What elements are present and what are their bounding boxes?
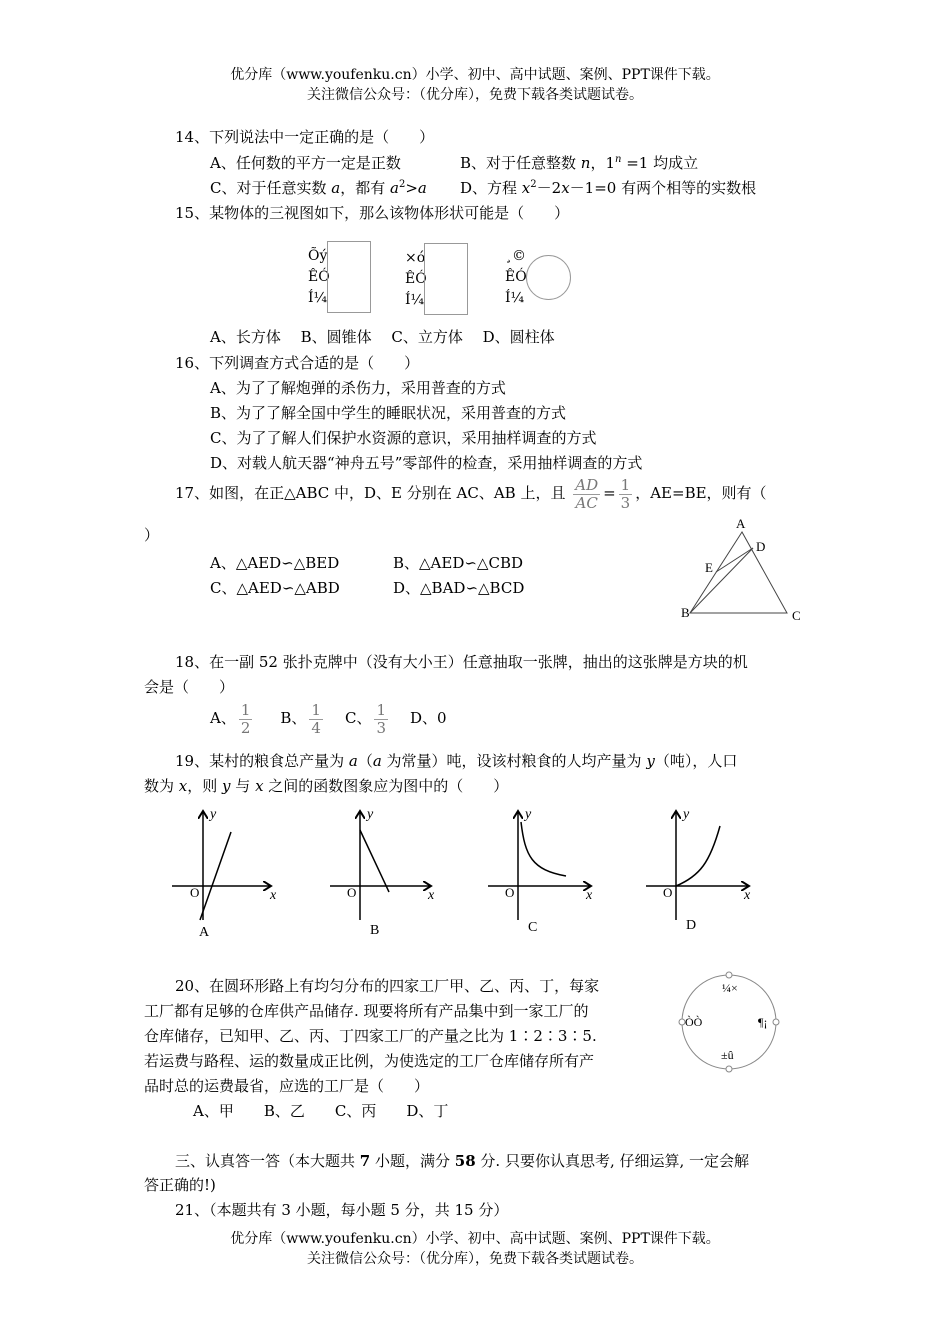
- q20-ring-top: ¼×: [722, 981, 738, 995]
- svg-text:x: x: [270, 888, 277, 903]
- q17-label-c: C: [792, 608, 801, 623]
- q14-option-a: A、任何数的平方一定是正数: [210, 154, 401, 172]
- svg-text:y: y: [683, 807, 690, 822]
- q15-side-view-label: ×ó ÊÓ Í¼: [405, 250, 427, 308]
- q16-option-a: A、为了了解炮弹的杀伤力，采用普查的方式: [210, 379, 506, 397]
- q14-option-d: D、方程 $x^2-2x-1=0$ 有两个相等的实数根: [460, 179, 757, 197]
- q20-line-4: 若运费与路程、运的数量成正比例，为使选定的工厂仓库储存所有产: [144, 1052, 595, 1070]
- q16-stem: 16、下列调查方式合适的是（ ）: [175, 354, 420, 372]
- q17-label-a: A: [736, 516, 746, 531]
- q20-line-1: 20、在圆环形路上有均匀分布的四家工厂甲、乙、丙、丁，每家: [175, 977, 600, 995]
- q17-option-b: B、△AED∽△CBD: [393, 554, 523, 572]
- svg-text:x: x: [586, 888, 593, 903]
- q14-option-c: C、对于任意实数 a，都有 $a^2>a$: [210, 179, 427, 197]
- header-line-2: 关注微信公众号：（优分库），免费下载各类试题试卷。: [307, 87, 643, 103]
- q14-option-b: B、对于任意整数 n，$1^n =1$ 均成立: [460, 154, 699, 172]
- footer-line-2: 关注微信公众号：（优分库），免费下载各类试题试卷。: [307, 1251, 643, 1267]
- section-3-heading: 三、认真答一答（本大题共 7 小题，满分 58 分. 只要你认真思考, 仔细运算, 一定会解: [175, 1152, 750, 1170]
- q18-stem-line-2: 会是（ ）: [144, 678, 235, 696]
- svg-text:y: y: [210, 807, 217, 822]
- q17-fraction-ad-ac: $\frac{AD}{AC}$: [575, 475, 599, 512]
- q16-option-c: C、为了了解人们保护水资源的意识，采用抽样调查的方式: [210, 429, 597, 447]
- q18-options: A、 $\frac{1}{2}$ B、 $\frac{1}{4}$ C、 $\frac{1}{3}$ D、0: [210, 700, 447, 737]
- q14-stem: 14、下列说法中一定正确的是（ ）: [175, 128, 435, 146]
- svg-text:O: O: [347, 885, 357, 900]
- q15-top-view-label: ¸© ÊÓ Í¼: [505, 248, 527, 306]
- q20-ring-right: ¶¡: [758, 1015, 768, 1029]
- q17-label-d: D: [756, 539, 766, 554]
- q19-label-a: A: [199, 925, 210, 940]
- q18-fraction-b: $\frac{1}{4}$: [311, 700, 321, 737]
- svg-text:O: O: [505, 885, 515, 900]
- q19-stem-line-2: 数为 x，则 y 与 x 之间的函数图象应为图中的（ ）: [144, 777, 509, 795]
- q16-option-d: D、对载人航天器“神舟五号”零部件的检查，采用抽样调查的方式: [210, 454, 643, 472]
- q17-label-e: E: [705, 560, 713, 575]
- svg-text:O: O: [663, 885, 673, 900]
- q18-fraction-a: $\frac{1}{2}$: [240, 700, 251, 737]
- q20-line-2: 工厂都有足够的仓库供产品储存. 现要将所有产品集中到一家工厂的: [144, 1002, 589, 1020]
- q19-graph-d: [646, 807, 751, 933]
- q18-stem-line-1: 18、在一副 52 张扑克牌中（没有大小王）任意抽取一张牌，抽出的这张牌是方块的机: [175, 653, 748, 671]
- section-3-heading-line-2: 答正确的!): [144, 1176, 216, 1194]
- q15-front-view-label: Õý ÊÓ Í¼: [308, 248, 330, 306]
- q20-ring-figure: [675, 970, 785, 1075]
- q17-option-d: D、△BAD∽△BCD: [393, 579, 525, 597]
- q17-fraction-1-3: $\frac{1}{3}$: [620, 475, 631, 512]
- q15-front-view-rect: [327, 241, 371, 313]
- q19-graph-c: [488, 807, 593, 935]
- q20-line-5: 品时总的运费最省，应选的工厂是（ ）: [144, 1077, 430, 1095]
- q21-stem: 21、（本题共有 3 小题，每小题 5 分，共 15 分）: [175, 1201, 509, 1219]
- q15-top-view-circle: [526, 255, 571, 300]
- q20-ring-left: ÒÒ: [685, 1015, 703, 1029]
- q15-side-view-rect: [424, 243, 468, 315]
- q15-stem: 15、某物体的三视图如下，那么该物体形状可能是（ ）: [175, 204, 570, 222]
- footer-line-1: 优分库（www.youfenku.cn）小学、初中、高中试题、案例、PPT课件下载。: [230, 1231, 720, 1247]
- q20-ring-bottom: ±û: [721, 1048, 734, 1062]
- svg-text:y: y: [525, 807, 532, 822]
- q17-close-paren: ）: [144, 526, 160, 544]
- svg-text:y: y: [367, 807, 374, 822]
- q17-option-a: A、△AED∽△BED: [210, 554, 340, 572]
- q19-label-d: D: [686, 918, 697, 933]
- q17-stem: 17、如图，在正△ABC 中，D、E 分别在 AC、AB 上，且 $\frac{AD}{AC}$ = $\frac{1}{3}$ ，AE=BE，则有（: [175, 475, 767, 512]
- svg-text:O: O: [190, 885, 200, 900]
- q17-label-b: B: [681, 605, 690, 620]
- q20-options: A、甲 B、乙 C、丙 D、丁: [193, 1102, 449, 1120]
- q18-fraction-c: $\frac{1}{3}$: [376, 700, 386, 737]
- q19-graph-b: [330, 807, 435, 938]
- q16-option-b: B、为了了解全国中学生的睡眠状况，采用普查的方式: [210, 404, 567, 422]
- q19-stem-line-1: 19、某村的粮食总产量为 a（a 为常量）吨，设该村粮食的人均产量为 y（吨），人口: [175, 752, 738, 770]
- q19-label-b: B: [370, 923, 380, 938]
- q17-triangle-figure: [670, 510, 820, 630]
- header-line-1: 优分库（www.youfenku.cn）小学、初中、高中试题、案例、PPT课件下载。: [230, 67, 720, 83]
- svg-text:x: x: [744, 888, 751, 903]
- svg-text:x: x: [428, 888, 435, 903]
- q19-label-c: C: [528, 920, 538, 935]
- q19-graphs: [160, 800, 800, 945]
- q17-option-c: C、△AED∽△ABD: [210, 579, 340, 597]
- q15-options: A、长方体 B、圆锥体 C、立方体 D、圆柱体: [210, 328, 555, 346]
- q20-line-3: 仓库储存，已知甲、乙、丙、丁四家工厂的产量之比为 1∶2∶3∶5.: [144, 1027, 597, 1045]
- q19-graph-a: [172, 807, 277, 940]
